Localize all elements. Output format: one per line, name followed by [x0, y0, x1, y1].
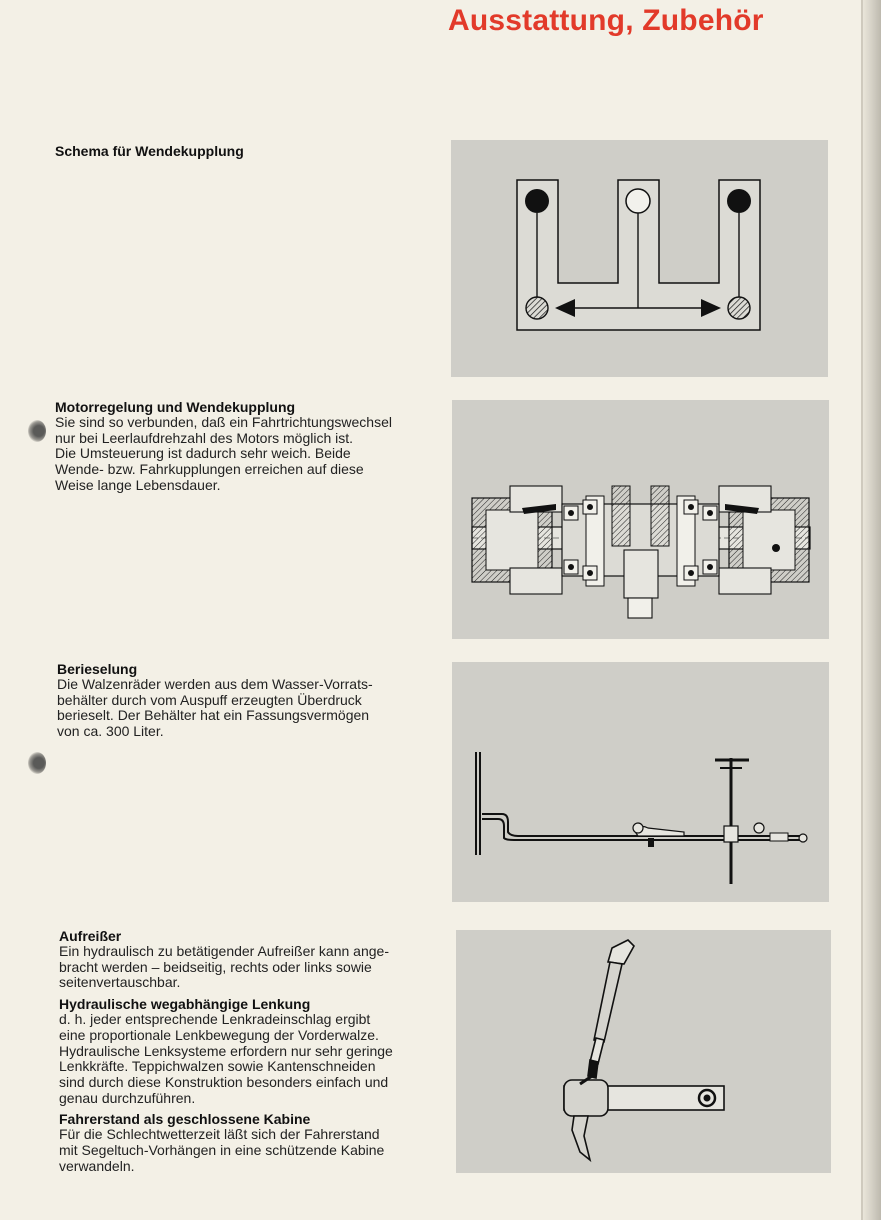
text-line: von ca. 300 Liter.	[57, 723, 164, 740]
text-line: Lenkkräfte. Teppichwalzen sowie Kantenschneiden	[59, 1058, 376, 1075]
text-line: mit Segeltuch-Vorhängen in eine schützende Kabine	[59, 1142, 385, 1159]
text-line: behälter durch vom Auspuff erzeugten Überdruck	[57, 691, 362, 708]
ripper-panel	[456, 930, 831, 1173]
ripper-drawing-icon	[456, 930, 831, 1173]
punch-hole-top	[28, 420, 46, 442]
text-line: Sie sind so verbunden, daß ein Fahrtrichtungswechsel	[55, 414, 392, 430]
sprinkler-panel	[452, 662, 829, 902]
aufreisser-heading: Aufreißer	[59, 928, 122, 944]
berieselung-heading: Berieselung	[57, 661, 138, 677]
schema-section	[55, 143, 244, 159]
schema-diagram-panel	[451, 140, 828, 377]
sprinkler-pipe-drawing-icon	[452, 662, 829, 902]
text-line: Weise lange Lebensdauer.	[55, 476, 221, 493]
text-line: eine proportionale Lenkbewegung der Vorderwalze.	[59, 1026, 379, 1043]
text-line: sind durch diese Konstruktion besonders einfach und	[59, 1073, 389, 1090]
text-line: Wende- bzw. Fahrkupplungen erreichen auf diese	[55, 461, 364, 478]
page-edge	[863, 0, 881, 1220]
lenkung-heading: Hydraulische wegabhängige Lenkung	[59, 996, 311, 1013]
berieselung-section	[57, 661, 452, 740]
aufreisser-section	[59, 928, 444, 1174]
clutch-cross-section-drawing-icon	[452, 400, 829, 639]
lenkung-text	[59, 1012, 444, 1106]
kabine-text	[59, 1127, 444, 1174]
text-line: nur bei Leerlaufdrehzahl des Motors möglich ist.	[55, 429, 354, 446]
text-line: Die Umsteuerung ist dadurch sehr weich. Beide	[55, 445, 351, 462]
motor-heading: Motorregelung und Wendekupplung	[55, 399, 296, 415]
berieselung-text	[57, 677, 452, 740]
schema-heading: Schema für Wendekupplung	[55, 143, 244, 159]
aufreisser-text	[59, 944, 444, 991]
motor-section	[55, 399, 450, 494]
text-line: genau durchzuführen.	[59, 1089, 196, 1106]
motor-text	[55, 415, 450, 494]
text-line: Die Walzenräder werden aus dem Wasser-Vorrats-	[57, 676, 373, 692]
kabine-heading: Fahrerstand als geschlossene Kabine	[59, 1111, 311, 1128]
text-line: verwandeln.	[59, 1157, 135, 1174]
page-title: Ausstattung, Zubehör	[448, 4, 764, 37]
text-line: berieselt. Der Behälter hat ein Fassungsvermögen	[57, 707, 370, 724]
text-line: seitenvertauschbar.	[59, 974, 181, 991]
text-line: bracht werden – beidseitig, rechts oder links sowie	[59, 958, 372, 975]
text-line: Für die Schlechtwetterzeit läßt sich der Fahrerstand	[59, 1126, 380, 1143]
clutch-schema-diagram-icon	[451, 140, 828, 377]
text-line: Ein hydraulisch zu betätigender Aufreißer kann ange-	[59, 943, 389, 959]
clutch-section-panel	[452, 400, 829, 639]
text-line: d. h. jeder entsprechende Lenkradeinschlag ergibt	[59, 1011, 371, 1028]
punch-hole-bottom	[28, 752, 46, 774]
text-line: Hydraulische Lenksysteme erfordern nur sehr geringe	[59, 1042, 393, 1059]
